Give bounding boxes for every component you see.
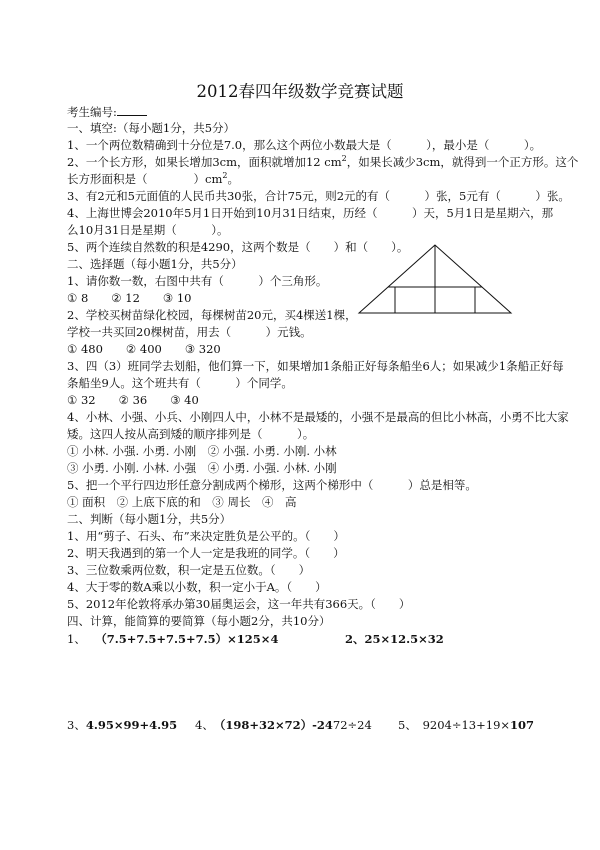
s2-q2-line1: 2、学校买树苗绿化校园，每棵树苗20元，买4棵送1棵， — [67, 308, 357, 322]
s3-q5: 5、2012年伦敦将承办第30届奥运会，这一年共有366天。（ ） — [67, 597, 411, 611]
calc-5 — [398, 718, 534, 732]
s2-q4-options-1: ① 小林. 小强. 小勇. 小刚 ② 小强. 小勇. 小刚. 小林 — [67, 444, 337, 458]
s2-q2-options: ① 480 ② 400 ③ 320 — [67, 342, 221, 356]
calc-3-number: 3、 — [67, 718, 86, 732]
s1-q2-superscript-a: 2 — [341, 154, 347, 164]
s2-q4-options-2: ③ 小勇. 小刚. 小林. 小强 ④ 小勇. 小强. 小林. 小刚 — [67, 461, 337, 475]
s2-q5-options: ① 面积 ② 上底下底的和 ③ 周长 ④ 高 — [67, 495, 297, 509]
calc-2: 2、25×12.5×32 — [345, 632, 444, 646]
s1-q2-line1 — [67, 155, 578, 169]
exam-id-label: 考生编号: — [67, 105, 117, 119]
s1-q2-line2 — [67, 172, 239, 186]
section3-header: 二、判断（每小题1分，共5分） — [67, 512, 232, 526]
triangle-figure — [355, 243, 515, 315]
calc-1-expression: （7.5+7.5+7.5+7.5）×125×4 — [95, 632, 279, 646]
section2-header: 二、选择题（每小题1分，共5分） — [67, 257, 243, 271]
s2-q3-line1: 3、四（3）班同学去划船，他们算一下，如果增加1条船正好每条船坐6人；如果减少1条船正好每 — [67, 359, 564, 373]
s3-q2: 2、明天我遇到的第一个人一定是我班的同学。（ ） — [67, 546, 345, 560]
s1-q2-superscript-b: 2 — [222, 171, 228, 181]
s2-q4-line1: 4、小林、小强、小兵、小刚四人中，小林不是最矮的，小强不是最高的但比小林高，小勇不比大家 — [67, 410, 569, 424]
s3-q1: 1、用“剪子、石头、布”来决定胜负是公平的。（ ） — [67, 529, 345, 543]
exam-id-blank[interactable] — [117, 105, 147, 116]
calc-4-expression-rest: 72÷24 — [332, 718, 372, 732]
calc-5-expression-bold: 107 — [510, 718, 535, 732]
calc-1 — [67, 632, 278, 646]
calc-4 — [195, 718, 372, 732]
s1-q4-line1: 4、上海世博会2010年5月1日开始到10月31日结束，历经（ ）天，5月1日是星期六，那 — [67, 206, 554, 220]
page-title: 2012春四年级数学竞赛试题 — [196, 82, 404, 101]
calc-4-number: 4、 — [195, 718, 209, 732]
s1-q2-text-b: ，如果长减少3cm，就得到一个正方形。这个 — [346, 155, 579, 169]
s1-q1: 1、一个两位数精确到十分位是7.0，那么这个两位小数最大是（ ），最小是（ ）。 — [67, 138, 542, 152]
s1-q2-text-a: 2、一个长方形，如果长增加3cm，面积就增加12 cm — [67, 155, 342, 169]
s1-q2-text-c: 长方形面积是（ ）cm — [67, 172, 223, 186]
section4-header: 四、计算，能简算的要简算（每小题2分，共10分） — [67, 614, 331, 628]
s2-q5: 5、把一个平行四边形任意分割成两个梯形，这两个梯形中（ ）总是相等。 — [67, 478, 477, 492]
calc-1-number: 1、 — [67, 632, 81, 646]
calc-4-expression-bold: （198+32×72）-24 — [219, 718, 333, 732]
s2-q1-options: ① 8 ② 12 ③ 10 — [67, 291, 192, 305]
exam-id-line — [67, 105, 147, 119]
s1-q5: 5、两个连续自然数的积是4290，这两个数是（ ）和（ ）。 — [67, 240, 409, 254]
section1-header: 一、填空:（每小题1分，共5分） — [67, 121, 236, 135]
s1-q4-line2: 么10月31日是星期（ ）。 — [67, 223, 229, 237]
s2-q3-options: ① 32 ② 36 ③ 40 — [67, 393, 199, 407]
calc-5-number: 5、 — [398, 718, 412, 732]
s3-q3: 3、三位数乘两位数，积一定是五位数。（ ） — [67, 563, 311, 577]
calc-3 — [67, 718, 177, 732]
s2-q2-line2: 学校一共买回20棵树苗，用去（ ）元钱。 — [67, 325, 312, 339]
s1-q3: 3、有2元和5元面值的人民币共30张，合计75元，则2元的有（ ）张，5元有（ ）张。 — [67, 189, 570, 203]
s2-q1: 1、请你数一数，右图中共有（ ）个三角形。 — [67, 274, 328, 288]
s3-q4: 4、大于零的数A乘以小数，积一定小于A。（ ） — [67, 580, 327, 594]
s2-q4-line2: 矮。这四人按从高到矮的顺序排列是（ ）。 — [67, 427, 315, 441]
calc-3-expression: 4.95×99+4.95 — [85, 718, 178, 732]
s1-q2-text-d: 。 — [227, 172, 239, 186]
s2-q3-line2: 条船坐9人。这个班共有（ ）个同学。 — [67, 376, 293, 390]
calc-5-expression: 9204÷13+19× — [422, 718, 511, 732]
